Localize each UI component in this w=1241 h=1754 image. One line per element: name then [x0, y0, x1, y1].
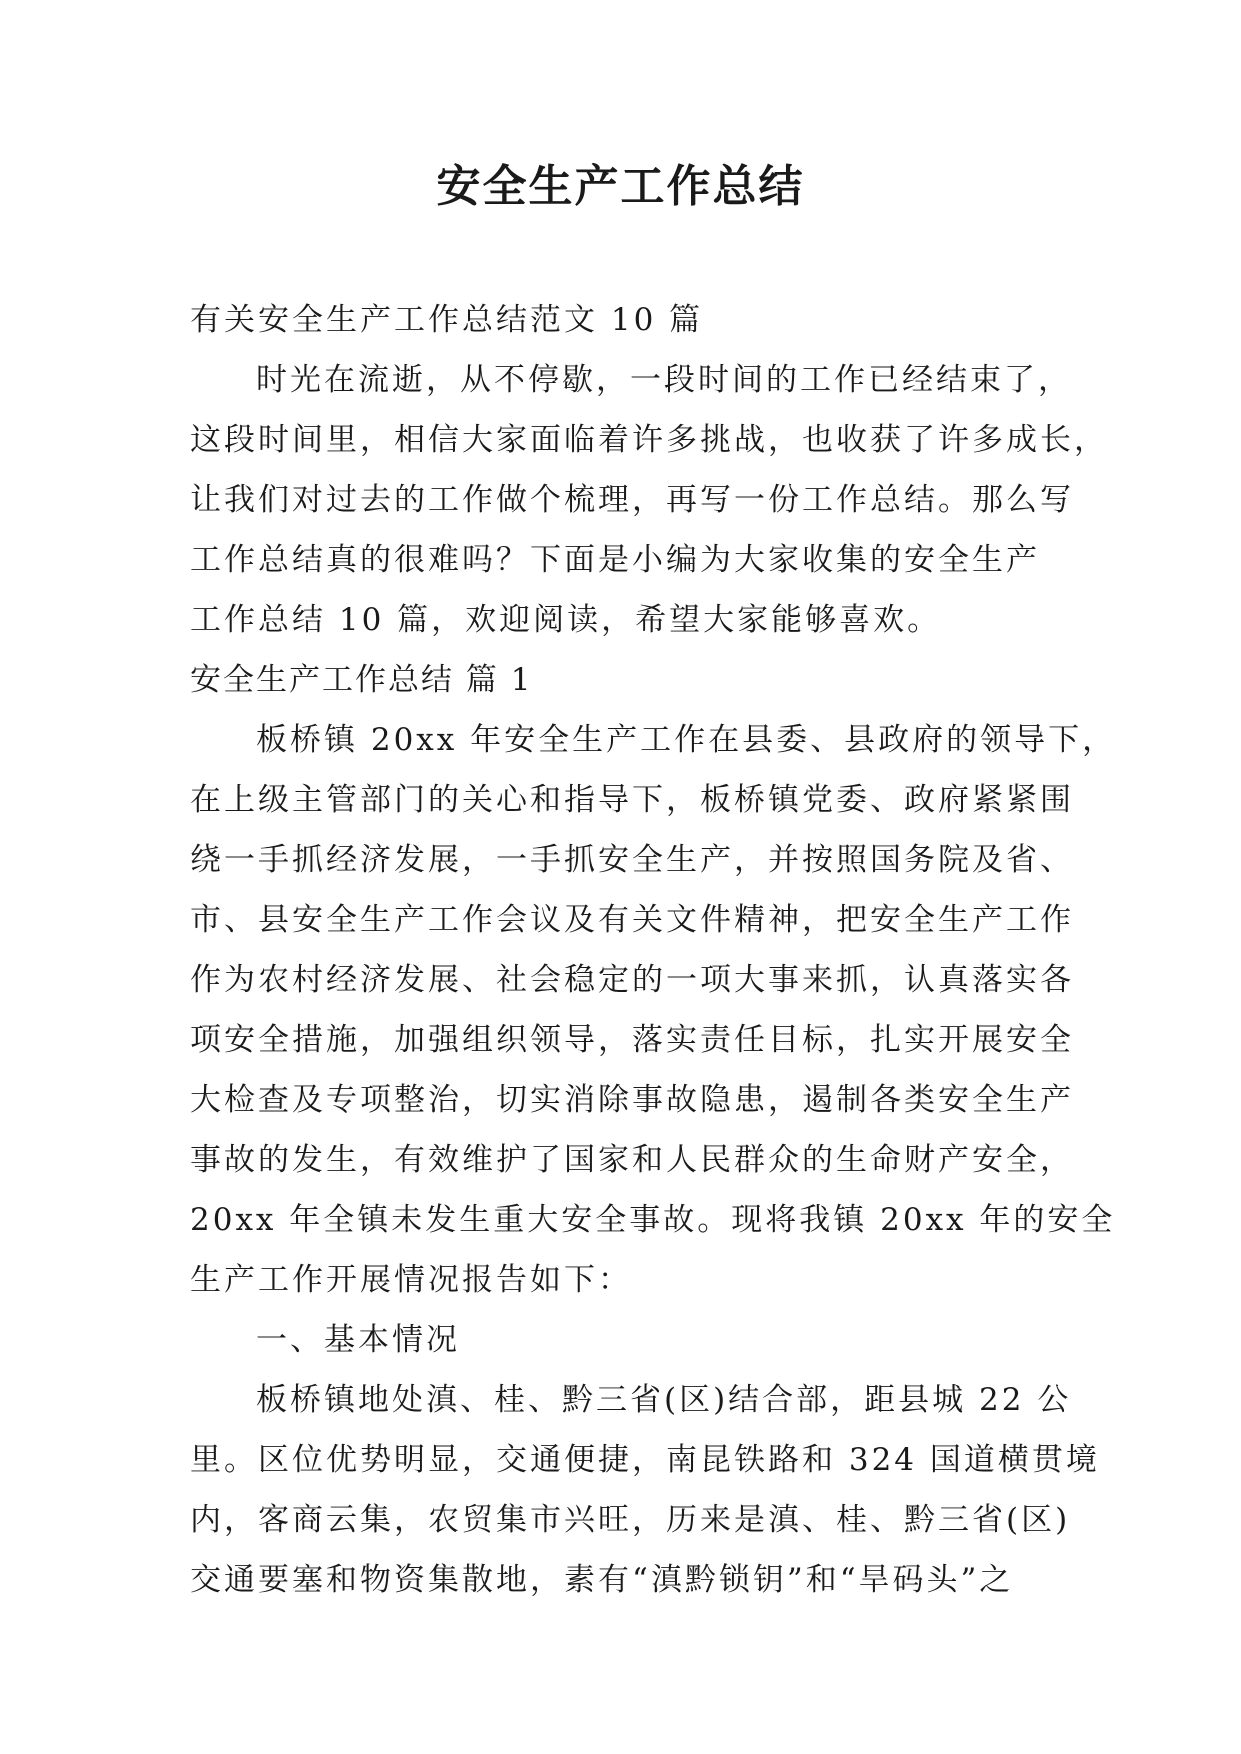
paragraph-line: 事故的发生，有效维护了国家和人民群众的生命财产安全， — [190, 1142, 1074, 1178]
paragraph-line: 时光在流逝，从不停歇，一段时间的工作已经结束了， — [256, 362, 1072, 398]
subtitle-line: 有关安全生产工作总结范文 10 篇 — [190, 302, 704, 338]
paragraph-line: 20xx 年全镇未发生重大安全事故。现将我镇 20xx 年的安全 — [190, 1202, 1116, 1238]
subsection-heading: 一、基本情况 — [256, 1322, 460, 1358]
paragraph-line: 板桥镇地处滇、桂、黔三省(区)结合部，距县城 22 公 — [256, 1382, 1072, 1418]
paragraph-line: 工作总结真的很难吗？下面是小编为大家收集的安全生产 — [190, 542, 1040, 578]
paragraph-line: 里。区位优势明显，交通便捷，南昆铁路和 324 国道横贯境 — [190, 1442, 1100, 1478]
paragraph-line: 这段时间里，相信大家面临着许多挑战，也收获了许多成长， — [190, 422, 1108, 458]
document-title: 安全生产工作总结 — [436, 161, 805, 212]
document-body — [190, 290, 1117, 1610]
paragraph-line: 让我们对过去的工作做个梳理，再写一份工作总结。那么写 — [190, 482, 1074, 518]
paragraph-line: 市、县安全生产工作会议及有关文件精神，把安全生产工作 — [190, 902, 1074, 938]
paragraph-line: 交通要塞和物资集散地，素有“滇黔锁钥”和“旱码头”之 — [190, 1562, 1014, 1598]
paragraph-line: 大检查及专项整治，切实消除事故隐患，遏制各类安全生产 — [190, 1082, 1074, 1118]
section-heading: 安全生产工作总结 篇 1 — [190, 662, 533, 698]
paragraph-line: 绕一手抓经济发展，一手抓安全生产，并按照国务院及省、 — [190, 842, 1074, 878]
paragraph-line: 工作总结 10 篇，欢迎阅读，希望大家能够喜欢。 — [190, 602, 942, 638]
paragraph-line: 板桥镇 20xx 年安全生产工作在县委、县政府的领导下， — [256, 722, 1117, 758]
paragraph-line: 项安全措施，加强组织领导，落实责任目标，扎实开展安全 — [190, 1022, 1074, 1058]
paragraph-line: 生产工作开展情况报告如下： — [190, 1262, 632, 1298]
paragraph-line: 内，客商云集，农贸集市兴旺，历来是滇、桂、黔三省(区) — [190, 1502, 1071, 1538]
paragraph-line: 作为农村经济发展、社会稳定的一项大事来抓，认真落实各 — [190, 962, 1074, 998]
paragraph-line: 在上级主管部门的关心和指导下，板桥镇党委、政府紧紧围 — [190, 782, 1074, 818]
